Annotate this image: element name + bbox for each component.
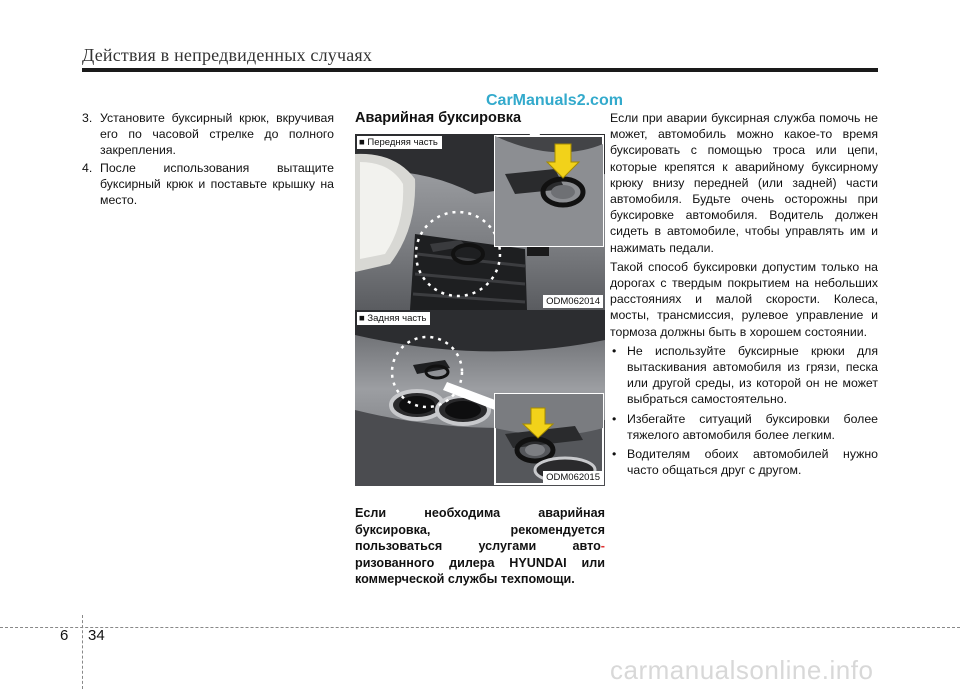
bullet-mark: • <box>612 343 617 358</box>
page-number: 34 <box>88 627 105 644</box>
rear-tow-hook-photo <box>355 310 605 486</box>
chapter-number: 6 <box>60 627 69 644</box>
rear-photo-code: ODM062015 <box>543 471 603 484</box>
dealer-text-part-1: Если необходима аварийная буксировка, рекомендуется пользоваться услугами авто <box>355 506 605 553</box>
towing-paragraph-2: Такой способ буксировки допустим только на дорогах с твердым покрытием на небольших расстояниях и малой скорости. Колеса, мосты, трансмиссия, рулевое управление и тормоза должны быть в хорошем состоянии. <box>610 259 878 339</box>
towing-paragraph-1: Если при аварии буксирная служба помочь не может, автомобиль можно какое-то время буксировать с помощью троса или цепи, которые крепятся к аварийному буксирному крюку внизу передней (или задней) части автомобиля. Будьте очень осторожны при буксировке автомобиля. Водитель должен сидеть в автомобиле, чтобы управлять им и нажимать педали. <box>610 111 878 255</box>
bullet-mark: • <box>612 411 617 426</box>
chapter-title: Действия в непредвиденных случаях <box>82 45 373 65</box>
front-tow-hook-photo <box>355 134 605 310</box>
header-rule <box>82 68 878 72</box>
dealer-recommendation <box>355 505 605 588</box>
step-4 <box>82 160 334 209</box>
step-text: После использования вытащите буксирный крюк и поставьте крышку на место. <box>100 160 334 208</box>
footer-vertical-divider <box>82 615 83 689</box>
footer-divider <box>0 627 960 628</box>
hyphen-mark: - <box>600 539 605 553</box>
section-title: Аварийная буксировка <box>355 110 522 126</box>
step-number: 4. <box>82 160 93 175</box>
rear-photo-label: ■ Задняя часть <box>357 312 430 325</box>
dealer-text-part-2: ризованного дилера HYUNDAI или коммерческой службы техпомощи. <box>355 555 605 586</box>
watermark-carmanuals[interactable]: CarManuals2.com <box>486 92 623 109</box>
left-column <box>82 110 334 209</box>
bullet-item <box>610 411 878 443</box>
bullet-item <box>610 343 878 408</box>
step-number: 3. <box>82 111 93 125</box>
step-text: Установите буксирный крюк, вкручивая его по часовой стрелке до полного закрепления. <box>100 111 334 158</box>
bullet-text: Водителям обоих автомобилей нужно часто общаться друг с другом. <box>627 447 878 478</box>
watermark-carmanualsonline[interactable]: carmanualsonline.info <box>610 655 874 685</box>
right-column <box>610 110 878 481</box>
bullet-text: Не используйте буксирные крюки для вытаскивания автомобиля из грязи, песка или другой среды, из которой он не может выбраться самостоятельно. <box>627 343 878 407</box>
rear-bumper-illustration <box>355 310 605 486</box>
front-photo-code: ODM062014 <box>543 295 603 308</box>
bullet-mark: • <box>612 447 617 462</box>
bullet-text: Избегайте ситуаций буксировки более тяжелого автомобиля более легким. <box>627 411 878 442</box>
bullet-item <box>610 446 878 478</box>
front-bumper-illustration <box>355 134 605 310</box>
front-photo-label: ■ Передняя часть <box>357 136 442 149</box>
step-3 <box>82 110 334 159</box>
